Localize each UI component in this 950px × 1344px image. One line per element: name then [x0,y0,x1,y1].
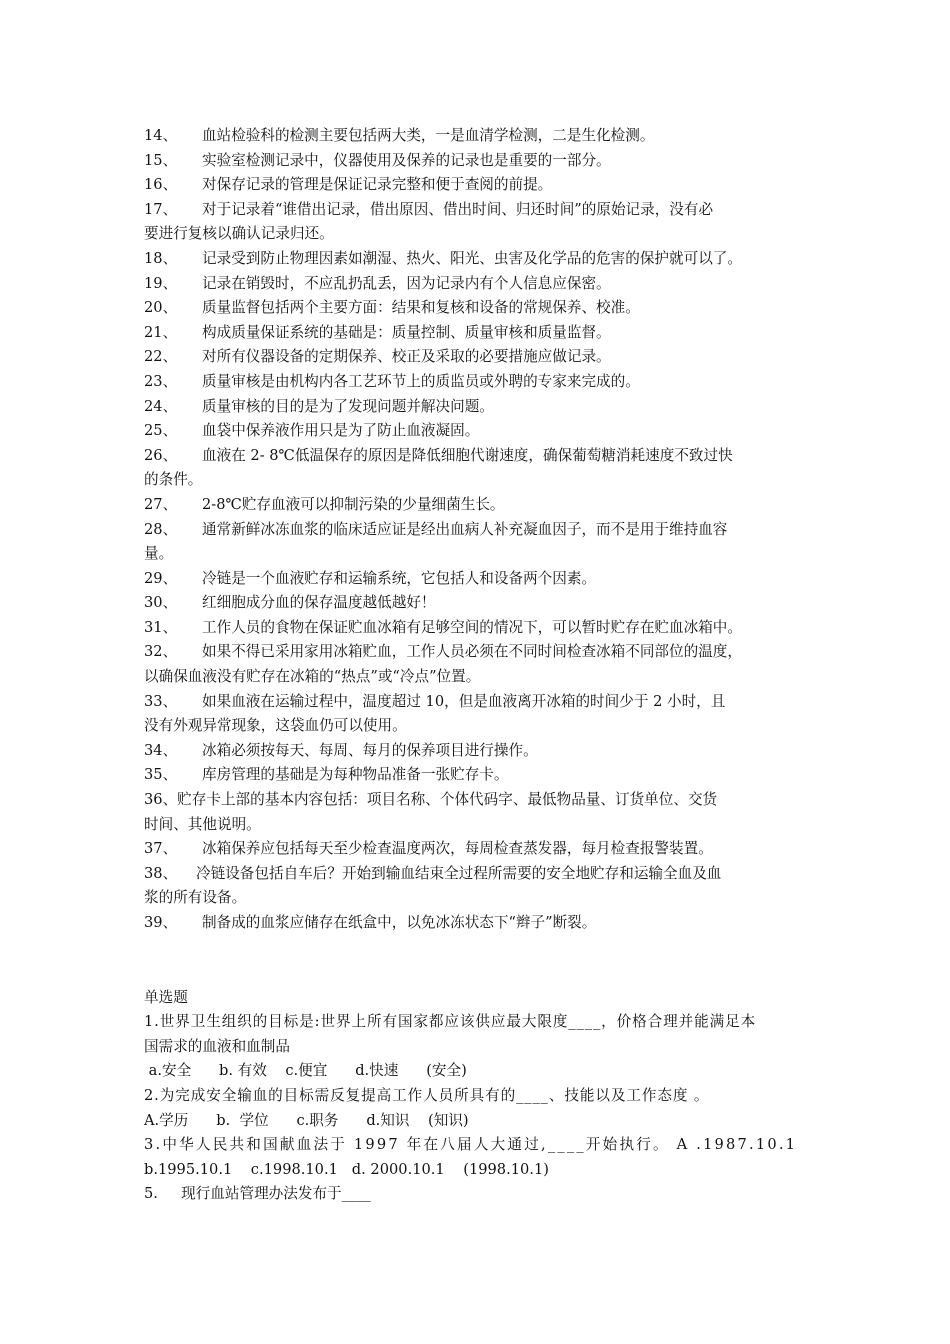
statement-text: 如果不得已采用家用冰箱贮血，工作人员必须在不同时间检查冰箱不同部位的温度， [202,643,742,661]
statement-text: 记录在销毁时，不应乱扔乱丢，因为记录内有个人信息应保密。 [202,274,611,292]
true-false-statements [144,124,814,936]
statement-line [144,198,814,223]
statement-text: 冰箱必须按每天、每周、每月的保养项目进行操作。 [202,741,538,759]
statement-text: 库房管理的基础是为每种物品准备一张贮存卡。 [202,766,509,784]
statement-line [144,419,814,444]
statement-text: 通常新鲜冰冻血浆的临床适应证是经出血病人补充凝血因子，而不是用于维持血容 [202,520,728,538]
section-heading: 单选题 [144,988,188,1006]
statement-text: 红细胞成分血的保存温度越低越好！ [202,594,436,612]
statement-number: 33、 [144,692,178,710]
statement-line [144,247,814,272]
statement-line [144,640,814,665]
statement-text: 血袋中保养液作用只是为了防止血液凝固。 [202,422,480,440]
statement-text: 质量审核的目的是为了发现问题并解决问题。 [202,397,494,415]
statement-line [144,788,814,813]
statement-line [144,444,814,469]
statement-line [144,763,814,788]
question-line: 5. 现行血站管理办法发布于____ [144,1185,371,1203]
statement-number: 19、 [144,274,178,292]
statement-text: 对保存记录的管理是保证记录完整和便于查阅的前提。 [202,176,553,194]
statement-text: 冰箱保养应包括每天至少检查温度两次，每周检查蒸发器，每月检查报警装置。 [202,840,713,858]
statement-number: 37、 [144,840,178,858]
statement-number: 16、 [144,176,178,194]
statement-text: 质量监督包括两个主要方面：结果和复核和设备的常规保养、校准。 [202,299,640,317]
statement-text: 浆的所有设备。 [144,889,247,907]
statement-text: 对所有仪器设备的定期保养、校正及采取的必要措施应做记录。 [202,348,611,366]
question-options: a.安全 b. 有效 c.便宜 d.快速 (安全) [144,1062,467,1080]
statement-text: 要进行复核以确认记录归还。 [144,225,334,243]
statement-number: 29、 [144,569,178,587]
statement-line [144,518,814,543]
statement-line [144,886,814,911]
statement-number: 25、 [144,422,178,440]
statement-line [144,296,814,321]
statement-line [144,837,814,862]
statement-text: 冷链是一个血液贮存和运输系统，它包括人和设备两个因素。 [202,569,597,587]
statement-text: 的条件。 [144,471,203,489]
statement-number: 30、 [144,594,178,612]
statement-line [144,665,814,690]
statement-line [144,395,814,420]
statement-number: 38、 [144,864,178,882]
statement-number: 20、 [144,299,178,317]
question-options: b.1995.10.1 c.1998.10.1 d. 2000.10.1 (1998.10.1) [144,1160,549,1178]
statement-number: 28、 [144,520,178,538]
statement-line [144,345,814,370]
statement-text: 对于记录着“谁借出记录，借出原因、借出时间、归还时间”的原始记录，没有必 [202,200,714,218]
statement-text: 以确保血液没有贮存在冰箱的“热点”或“冷点”位置。 [144,668,481,686]
statement-number: 23、 [144,372,178,390]
document-page [144,124,814,1207]
statement-text: 构成质量保证系统的基础是：质量控制、质量审核和质量监督。 [202,323,611,341]
statement-number: 17、 [144,200,178,218]
statement-line [144,272,814,297]
statement-line [144,911,814,936]
statement-line [144,321,814,346]
statement-number: 31、 [144,618,178,636]
statement-number: 35、 [144,766,178,784]
statement-line [144,542,814,567]
statement-line [144,222,814,247]
statement-line [144,468,814,493]
statement-text: 2-8℃贮存血液可以抑制污染的少量细菌生长。 [202,495,505,513]
statement-text: 实验室检测记录中，仪器使用及保养的记录也是重要的一部分。 [202,151,611,169]
question-line: 国需求的血液和血制品 [144,1037,290,1055]
statement-number: 22、 [144,348,178,366]
statement-line [144,493,814,518]
statement-line [144,714,814,739]
statement-number: 24、 [144,397,178,415]
question-line: 3.中华人民共和国献血法于 1997 年在八届人大通过,____开始执行。 A .1987.10.1 [144,1136,798,1154]
single-choice-section [144,986,814,1207]
statement-number: 14、 [144,127,178,144]
statement-text: 量。 [144,545,174,563]
statement-line [144,567,814,592]
statement-text: 质量审核是由机构内各工艺环节上的质监员或外聘的专家来完成的。 [202,372,640,390]
statement-line [144,739,814,764]
statement-number: 34、 [144,741,178,759]
statement-number: 26、 [144,446,178,464]
section-gap [144,936,814,986]
statement-line [144,862,814,887]
statement-line [144,149,814,174]
statement-line [144,124,814,149]
statement-number: 15、 [144,151,178,169]
statement-text: 36、贮存卡上部的基本内容包括：项目名称、个体代码字、最低物品量、订货单位、交货 [144,791,718,809]
statement-text: 没有外观异常现象，这袋血仍可以使用。 [144,717,407,735]
statement-line [144,616,814,641]
statement-line [144,690,814,715]
question-options: A.学历 b. 学位 c.职务 d.知识 (知识) [144,1111,469,1129]
statement-number: 27、 [144,495,178,513]
statement-text: 冷链设备包括自车后？开始到输血结束全过程所需要的安全地贮存和运输全血及血 [196,864,722,882]
statement-text: 血液在 2- 8℃低温保存的原因是降低细胞代谢速度，确保葡萄糖消耗速度不致过快 [202,446,733,464]
statement-text: 记录受到防止物理因素如潮湿、热火、阳光、虫害及化学品的危害的保护就可以了。 [202,249,742,267]
question-line: 1.世界卫生组织的目标是:世界上所有国家都应该供应最大限度____，价格合理并能满足本 [144,1013,757,1031]
statement-text: 制备成的血浆应储存在纸盒中，以免冰冻状态下“辫子”断裂。 [202,914,597,931]
statement-text: 工作人员的食物在保证贮血冰箱有足够空间的情况下，可以暂时贮存在贮血冰箱中。 [202,618,742,636]
statement-line [144,370,814,395]
statement-number: 21、 [144,323,178,341]
question-line: 2.为完成安全输血的目标需反复提高工作人员所具有的____、技能以及工作态度 。 [144,1086,710,1104]
statement-text: 时间、其他说明。 [144,815,261,833]
statement-line [144,591,814,616]
statement-number: 39、 [144,914,178,931]
statement-number: 18、 [144,249,178,267]
statement-line [144,173,814,198]
statement-number: 32、 [144,643,178,661]
statement-line [144,813,814,838]
statement-text: 如果血液在运输过程中，温度超过 10，但是血液离开冰箱的时间少于 2 小时，且 [202,692,726,710]
statement-text: 血站检验科的检测主要包括两大类，一是血清学检测，二是生化检测。 [202,127,655,144]
